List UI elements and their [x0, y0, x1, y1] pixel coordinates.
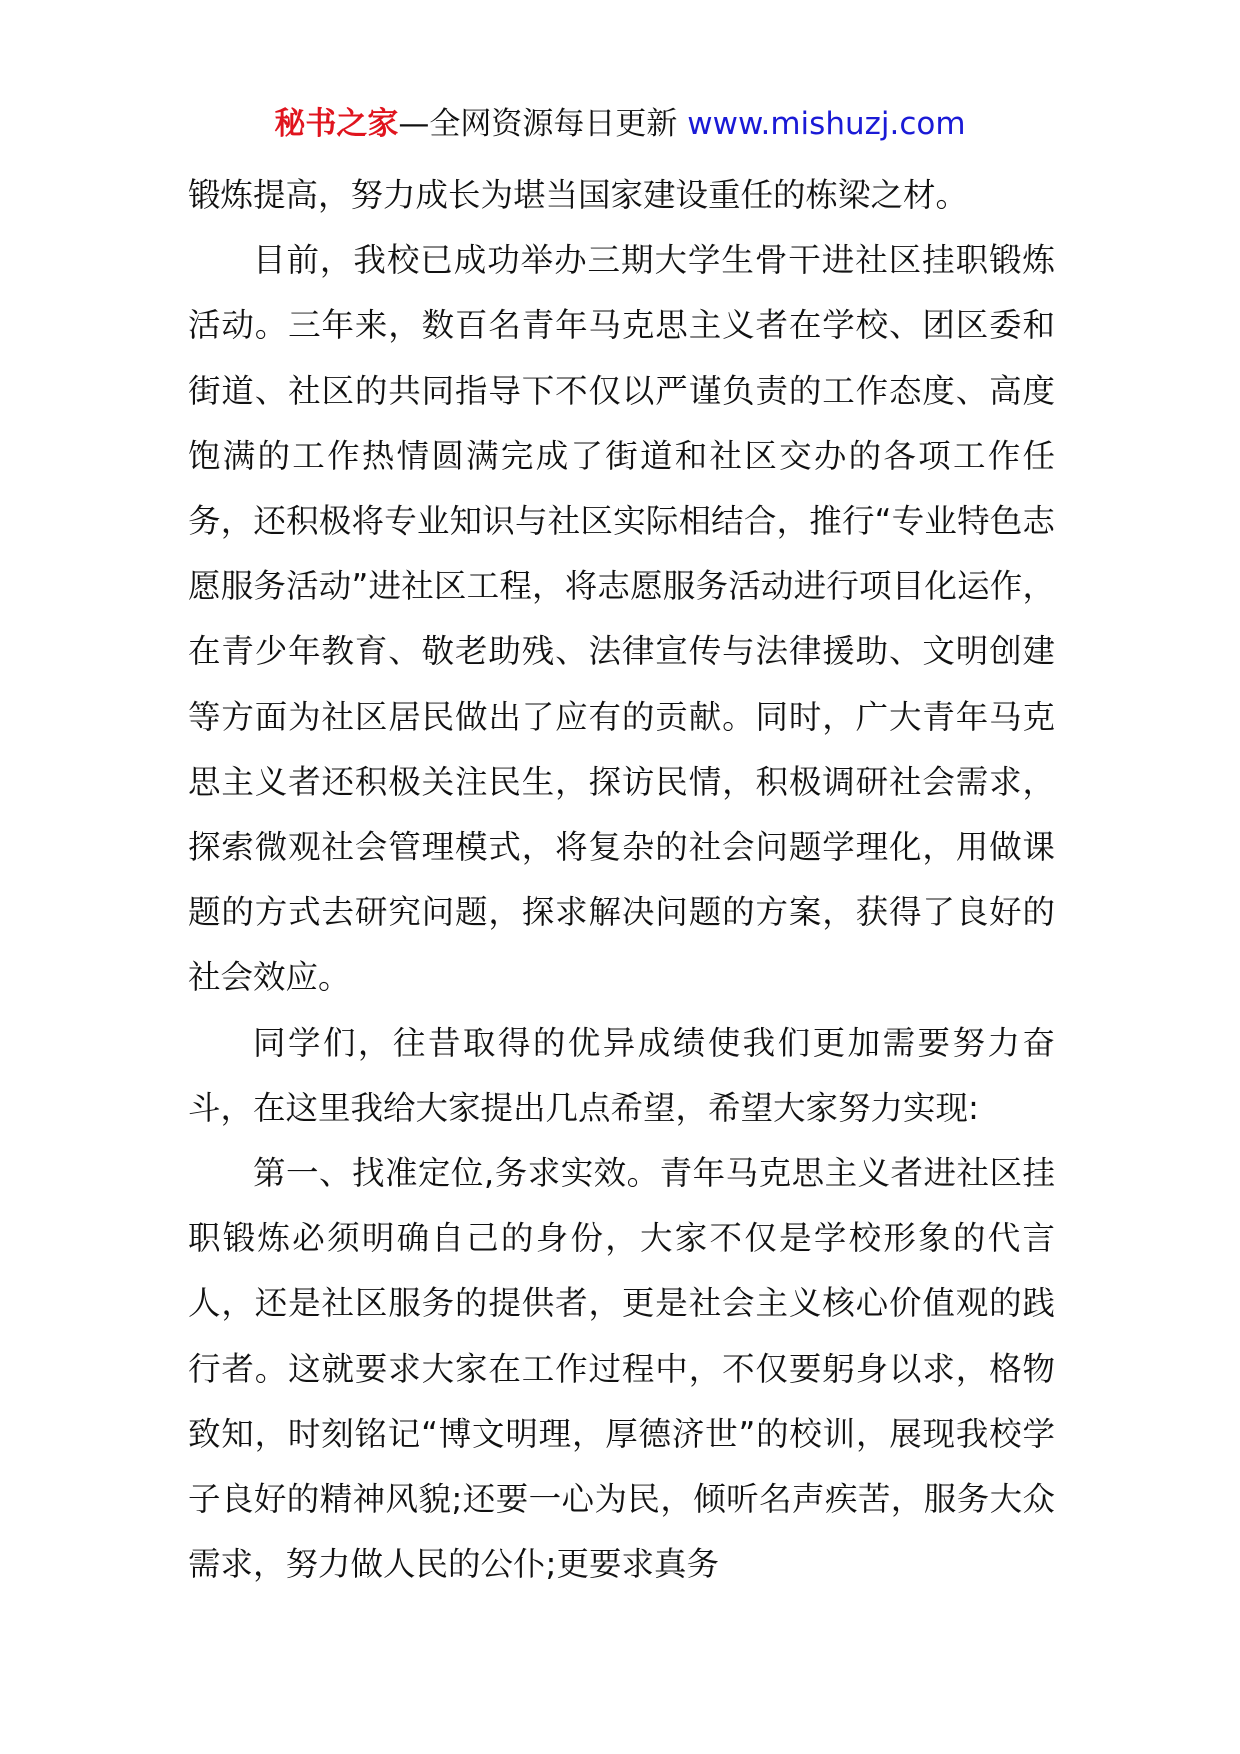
paragraph: 目前，我校已成功举办三期大学生骨干进社区挂职锻炼活动。三年来，数百名青年马克思主义者在学校、团区委和街道、社区的共同指导下不仅以严谨负责的工作态度、高度饱满的工作热情圆满完成了街道和社区交办的各项工作任务，还积极将专业知识与社区实际相结合，推行“专业特色志愿服务活动”进社区工程，将志愿服务活动进行项目化运作，在青少年教育、敬老助残、法律宣传与法律援助、文明创建等方面为社区居民做出了应有的贡献。同时，广大青年马克思主义者还积极关注民生，探访民情，积极调研社会需求，探索微观社会管理模式，将复杂的社会问题学理化，用做课题的方式去研究问题，探求解决问题的方案，获得了良好的社会效应。 — [188, 241, 1055, 997]
header-tagline: —全网资源每日更新 — [398, 106, 678, 142]
paragraph-continued: 锻炼提高，努力成长为堪当国家建设重任的栋梁之材。 — [188, 176, 969, 214]
brand-name: 秘书之家 — [274, 106, 399, 142]
site-url-link[interactable]: www.mishuzj.com — [687, 106, 966, 142]
paragraph: 同学们，往昔取得的优异成绩使我们更加需要努力奋斗，在这里我给大家提出几点希望，希望大家努力实现: — [188, 1023, 1055, 1127]
document-body — [188, 163, 1055, 1597]
page-header — [0, 102, 1240, 146]
paragraph: 第一、找准定位,务求实效。青年马克思主义者进社区挂职锻炼必须明确自己的身份，大家不仅是学校形象的代言人，还是社区服务的提供者，更是社会主义核心价值观的践行者。这就要求大家在工作过程中，不仅要躬身以求，格物致知，时刻铭记“博文明理，厚德济世”的校训，展现我校学子良好的精神风貌;还要一心为民，倾听名声疾苦，服务大众需求，努力做人民的公仆;更要求真务 — [188, 1154, 1055, 1584]
